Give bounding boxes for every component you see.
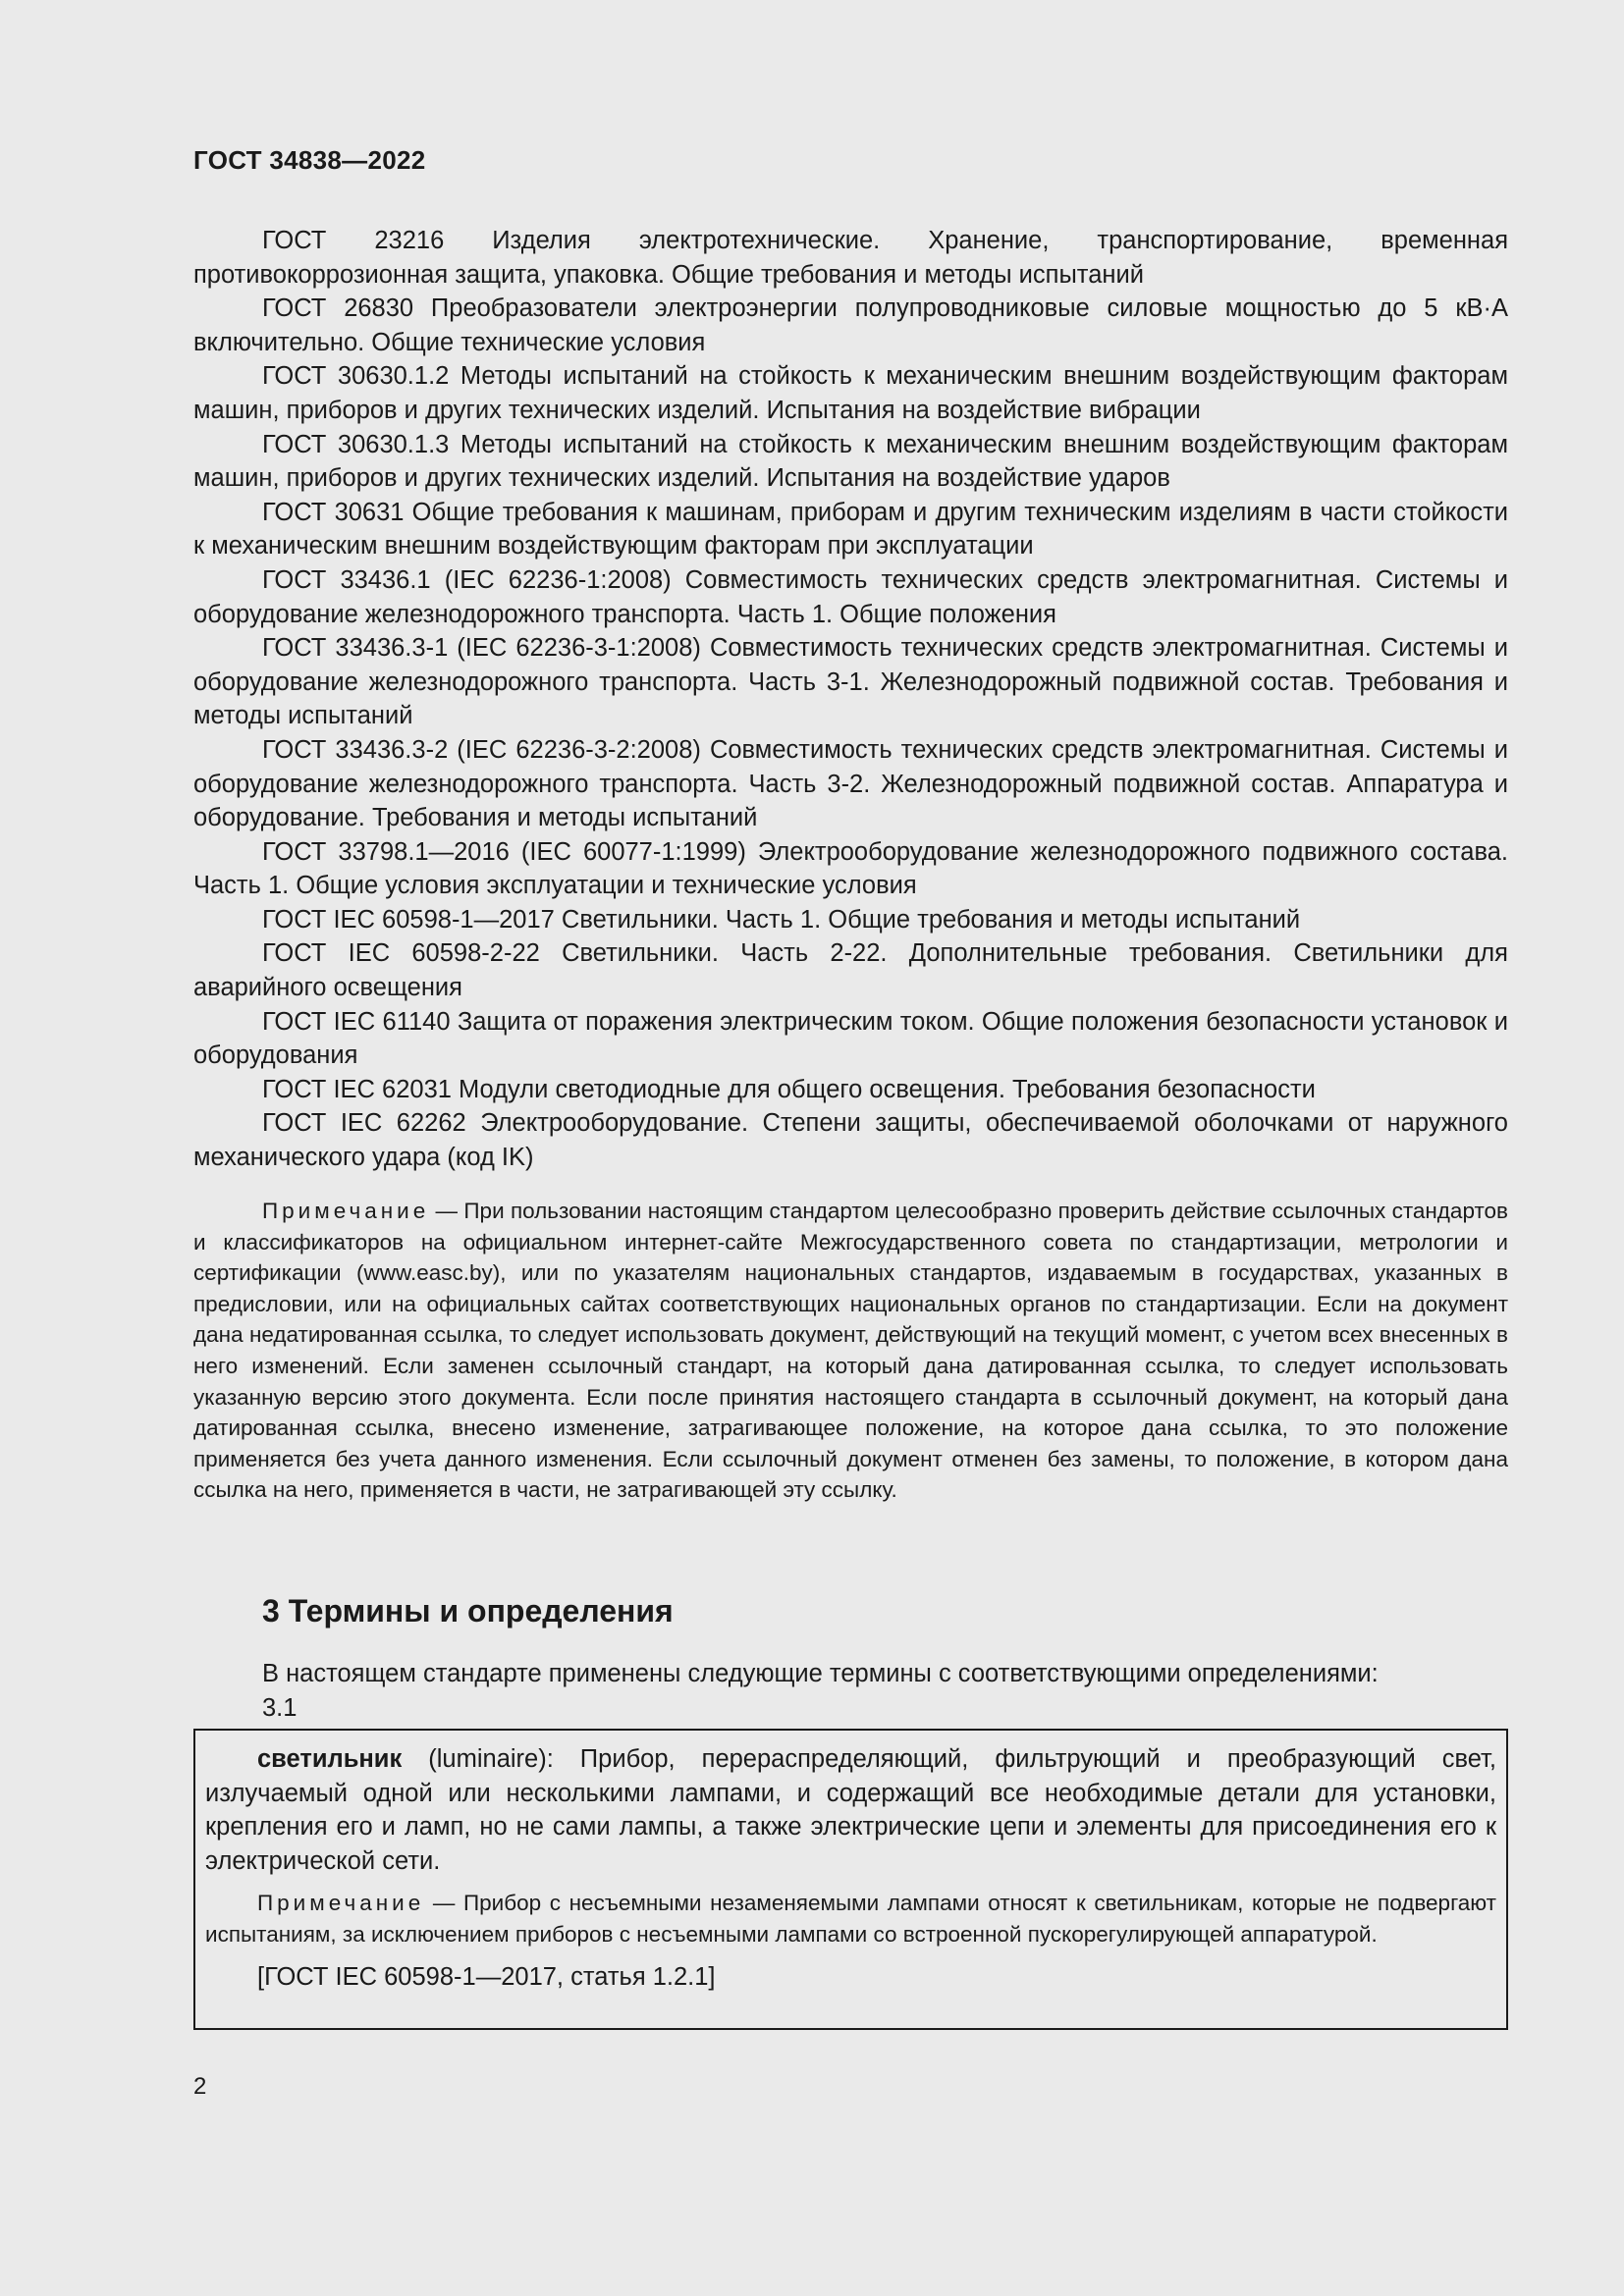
reference-item: ГОСТ 26830 Преобразователи электроэнергии полупроводниковые силовые мощностью до 5 кВ·А включительно. Общие технические условия (193, 294, 1508, 356)
references-note (193, 1196, 1508, 1506)
note-text: — При пользовании настоящим стандартом целесообразно проверить действие ссылочных стандартов и классификаторов на официальном интернет-сайте Межгосударственного совета по стандартизации, метрологии и сертификации (www.easc.by), или по указателям национальных стандартов, издаваемым в государствах, указанных в предисловии, или на официальных сайтах соответствующих национальных органов по стандартизации. Если на документ дана недатированная ссылка, то следует использовать документ, действующий на текущий момент, с учетом всех внесенных в него изменений. Если заменен ссылочный стандарт, на который дана датированная ссылка, то следует использовать указанную версию этого документа. Если после принятия настоящего стандарта в ссылочный документ, на который дана датированная ссылка, внесено изменение, затрагивающее положение, на которое дана ссылка, то это положение применяется без учета данного изменения. Если ссылочный документ отменен без замены, то положение, в котором дана ссылка на него, применяется в части, не затрагивающей эту ссылку. (193, 1199, 1508, 1503)
reference-item: ГОСТ IEC 61140 Защита от поражения электрическим током. Общие положения безопасности установок и оборудования (193, 1007, 1508, 1070)
term-note-label: Примечание (257, 1891, 425, 1916)
term-definition-text: (luminaire): Прибор, перераспределяющий, фильтрующий и преобразующий свет, излучаемый одной или несколькими лампами, и содержащий все необходимые детали для установки, крепления его и ламп, но не сами лампы, а также электрические цепи и элементы для присоединения его к электрической сети. (205, 1745, 1496, 1875)
reference-item: ГОСТ IEC 62262 Электрооборудование. Степени защиты, обеспечиваемой оболочками от наружного механического удара (код IK) (193, 1109, 1508, 1172)
normative-references-list (193, 224, 1508, 1175)
reference-item: ГОСТ 33436.3-2 (IEC 62236-3-2:2008) Совместимость технических средств электромагнитная. Системы и оборудование железнодорожного транспорта. Часть 3-2. Железнодорожный подвижной состав. Аппаратура и оборудование. Требования и методы испытаний (193, 735, 1508, 832)
reference-item: ГОСТ 33436.1 (IEC 62236-1:2008) Совместимость технических средств электромагнитная. Системы и оборудование железнодорожного транспорта. Часть 1. Общие положения (193, 565, 1508, 628)
reference-item: ГОСТ 33798.1—2016 (IEC 60077-1:1999) Электрооборудование железнодорожного подвижного состава. Часть 1. Общие условия эксплуатации и технические условия (193, 837, 1508, 900)
reference-item: ГОСТ 30631 Общие требования к машинам, приборам и другим техническим изделиям в части стойкости к механическим внешним воздействующим факторам при эксплуатации (193, 498, 1508, 561)
term-definition-box (193, 1729, 1508, 2030)
term-number: 3.1 (262, 1694, 298, 1722)
reference-item: ГОСТ 23216 Изделия электротехнические. Хранение, транспортирование, временная противокоррозионная защита, упаковка. Общие требования и методы испытаний (193, 227, 1508, 289)
section-title: 3 Термины и определения (262, 1593, 674, 1629)
section-intro: В настоящем стандарте применены следующие термины с соответствующими определениями: (262, 1660, 1379, 1687)
reference-item: ГОСТ IEC 62031 Модули светодиодные для общего освещения. Требования безопасности (262, 1075, 1316, 1103)
reference-item: ГОСТ 30630.1.3 Методы испытаний на стойкость к механическим внешним воздействующим факторам машин, приборов и других технических изделий. Испытания на воздействие ударов (193, 430, 1508, 493)
term-name: светильник (257, 1745, 403, 1773)
term-definition (205, 1742, 1496, 1878)
document-header: ГОСТ 34838—2022 (193, 145, 426, 175)
term-note (205, 1888, 1496, 1949)
page-number: 2 (193, 2073, 207, 2100)
term-note-text: — Прибор с несъемными незаменяемыми лампами относят к светильникам, которые не подвергают испытаниям, за исключением приборов с несъемными лампами со встроенной пускорегулирующей аппаратурой. (205, 1891, 1496, 1947)
reference-item: ГОСТ IEC 60598-2-22 Светильники. Часть 2-22. Дополнительные требования. Светильники для аварийного освещения (193, 939, 1508, 1002)
reference-item: ГОСТ 33436.3-1 (IEC 62236-3-1:2008) Совместимость технических средств электромагнитная. Системы и оборудование железнодорожного транспорта. Часть 3-1. Железнодорожный подвижной состав. Требования и методы испытаний (193, 634, 1508, 730)
reference-item: ГОСТ 30630.1.2 Методы испытаний на стойкость к механическим внешним воздействующим факторам машин, приборов и других технических изделий. Испытания на воздействие вибрации (193, 362, 1508, 424)
term-source: [ГОСТ IEC 60598-1—2017, статья 1.2.1] (257, 1962, 716, 1991)
note-label: Примечание (262, 1199, 430, 1223)
reference-item: ГОСТ IEC 60598-1—2017 Светильники. Часть 1. Общие требования и методы испытаний (262, 905, 1301, 934)
